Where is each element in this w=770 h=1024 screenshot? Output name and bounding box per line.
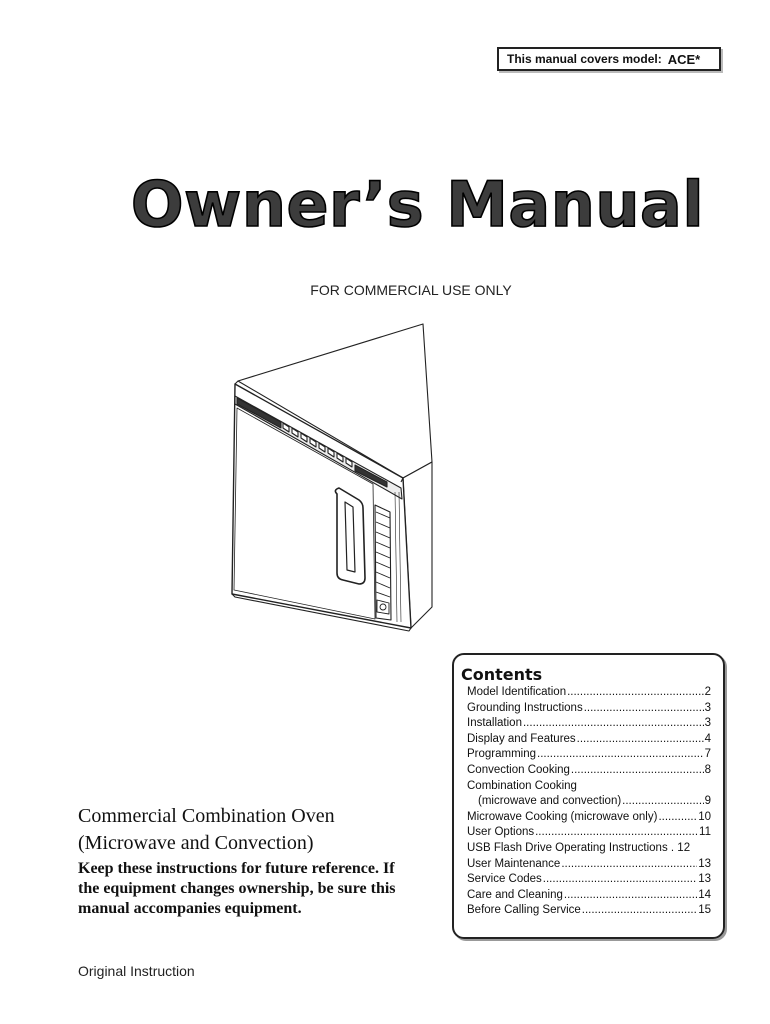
toc-item-convection-cooking[interactable]: Convection Cooking ..... 8 xyxy=(467,763,711,779)
combination-oven-illustration xyxy=(225,322,450,632)
toc-item-combination-cooking[interactable]: Combination Cooking xyxy=(467,779,577,792)
contents-heading: Contents xyxy=(461,665,543,684)
commercial-use-subtitle: FOR COMMERCIAL USE ONLY xyxy=(310,282,512,298)
toc-item-microwave-cooking[interactable]: Microwave Cooking (microwave only) ..... 10 xyxy=(467,810,711,826)
toc-item-usb-flash-drive[interactable]: USB Flash Drive Operating Instructions . 12 xyxy=(467,841,691,854)
ownership-note: Keep these instructions for future reference. If the equipment changes ownership, be sure this manual accompanies equipment. xyxy=(78,860,396,917)
table-of-contents xyxy=(452,653,725,939)
toc-item-before-calling-service[interactable]: Before Calling Service ..... 15 xyxy=(467,903,711,919)
toc-item-installation[interactable]: Installation ..... 3 xyxy=(467,716,711,732)
product-name-line2: (Microwave and Convection) xyxy=(78,832,314,854)
toc-item-service-codes[interactable]: Service Codes ..... 13 xyxy=(467,872,711,888)
toc-item-grounding-instructions[interactable]: Grounding Instructions ..... 3 xyxy=(467,701,711,717)
toc-item-model-identification[interactable]: Model Identification ..... 2 xyxy=(467,685,711,701)
toc-item-programming[interactable]: Programming ..... 7 xyxy=(467,747,711,763)
toc-item-microwave-and-convection[interactable]: (microwave and convection) ..... 9 xyxy=(467,794,711,810)
model-coverage-box xyxy=(497,47,721,71)
model-label: This manual covers model: xyxy=(507,52,662,66)
toc-item-care-and-cleaning[interactable]: Care and Cleaning ..... 14 xyxy=(467,888,711,904)
product-description xyxy=(78,803,418,919)
toc-item-user-maintenance[interactable]: User Maintenance ..... 13 xyxy=(467,857,711,873)
toc-list xyxy=(467,685,711,919)
toc-item-user-options[interactable]: User Options ..... 11 xyxy=(467,825,711,841)
page-title: Owner’s Manual xyxy=(130,168,705,241)
model-value: ACE* xyxy=(667,51,701,67)
toc-item-display-features[interactable]: Display and Features ..... 4 xyxy=(467,732,711,748)
product-name-line1: Commercial Combination Oven xyxy=(78,805,335,827)
original-instruction-label: Original Instruction xyxy=(78,963,195,979)
